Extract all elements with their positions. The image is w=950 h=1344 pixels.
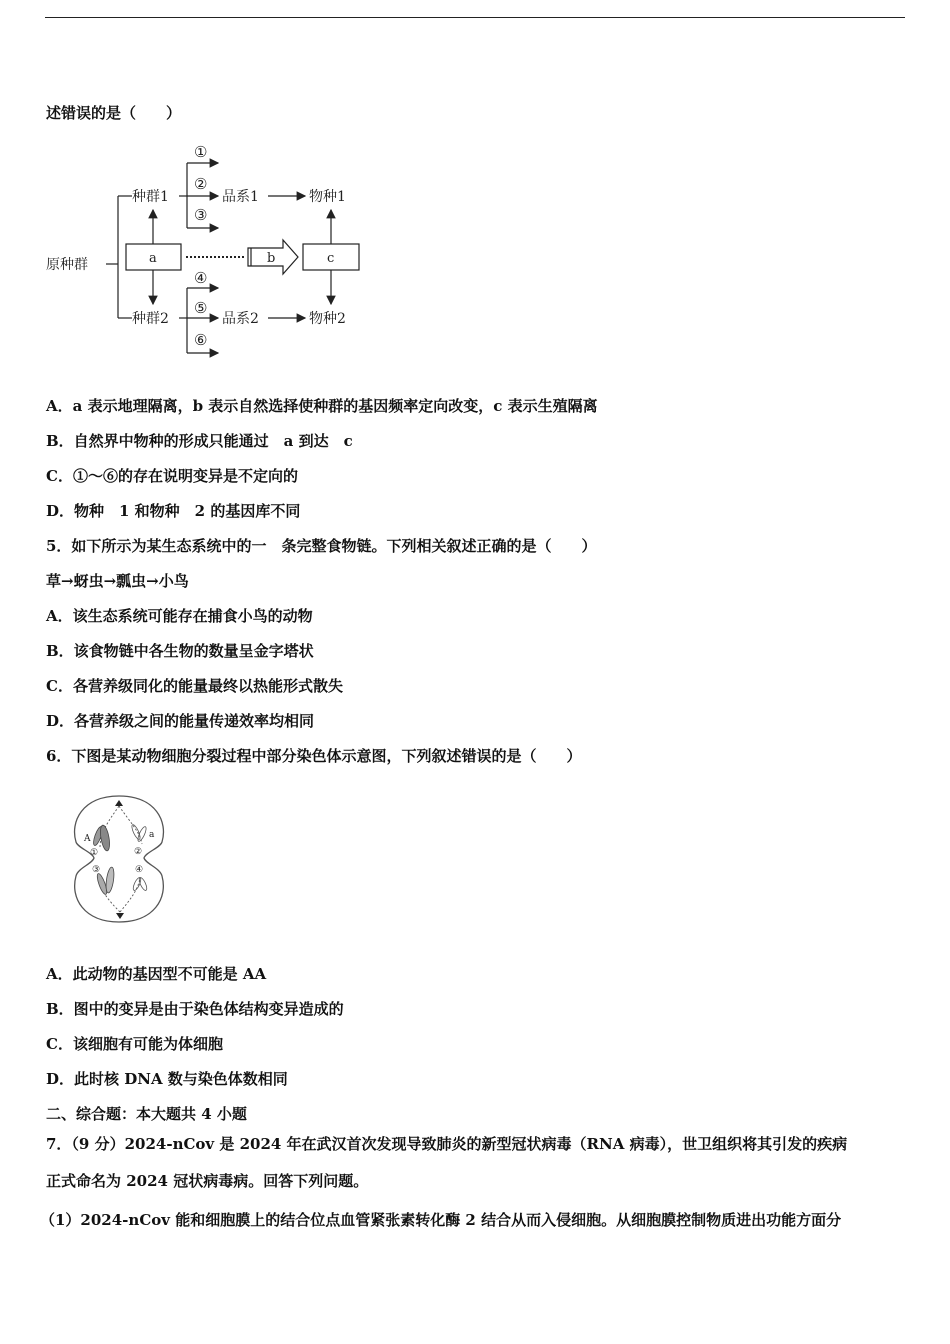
circled-6: ⑥ — [194, 331, 208, 349]
a-label: a — [149, 251, 157, 266]
q4-stem-tail: 述错误的是（ ） — [46, 104, 182, 122]
q6-option-d: D．此时核 DNA 数与染色体数相同 — [46, 1070, 288, 1088]
allele-A-label: A — [84, 834, 91, 844]
q7-stem-line2: 正式命名为 2024 冠状病毒病。回答下列问题。 — [46, 1172, 369, 1190]
c-label: c — [327, 251, 335, 266]
b-label: b — [267, 251, 276, 266]
circled-5: ⑤ — [194, 299, 208, 317]
q6-option-c: C．该细胞有可能为体细胞 — [46, 1035, 223, 1053]
circled-2: ② — [194, 175, 208, 193]
circled-4: ④ — [194, 269, 208, 287]
speciation-diagram — [40, 138, 380, 363]
chrom-2-label: ② — [134, 847, 143, 857]
strain2-label: 品系2 — [222, 311, 259, 327]
cell-division-figure — [64, 792, 174, 927]
q4-option-c: C．①～⑥的存在说明变异是不定向的 — [46, 467, 298, 485]
allele-a-label: a — [149, 830, 155, 840]
chrom-4-label: ④ — [135, 865, 144, 875]
q5-option-a: A．该生态系统可能存在捕食小鸟的动物 — [46, 607, 313, 625]
q5-stem: 5．如下所示为某生态系统中的一 条完整食物链。下列相关叙述正确的是（ ） — [46, 537, 597, 555]
pop2-label: 种群2 — [132, 311, 169, 327]
q6-option-a: A．此动物的基因型不可能是 AA — [46, 965, 267, 983]
section-2-heading: 二、综合题：本大题共 4 小题 — [46, 1105, 247, 1123]
q4-option-b: B．自然界中物种的形成只能通过 a 到达 c — [46, 432, 353, 450]
circled-1: ① — [194, 143, 208, 161]
chrom-1-label: ① — [90, 848, 99, 858]
strain1-label: 品系1 — [222, 189, 259, 205]
q5-option-b: B．该食物链中各生物的数量呈金字塔状 — [46, 642, 314, 660]
q4-option-d: D．物种 1 和物种 2 的基因库不同 — [46, 502, 301, 520]
q5-option-d: D．各营养级之间的能量传递效率均相同 — [46, 712, 315, 730]
species2-label: 物种2 — [309, 311, 346, 327]
header-rule — [45, 17, 905, 18]
origin-label: 原种群 — [46, 257, 88, 273]
pop1-label: 种群1 — [132, 189, 169, 205]
q6-option-b: B．图中的变异是由于染色体结构变异造成的 — [46, 1000, 344, 1018]
q4-option-a: A．a 表示地理隔离，b 表示自然选择使种群的基因频率定向改变，c 表示生殖隔离 — [46, 397, 598, 415]
q7-sub1: （1）2024-nCov 能和细胞膜上的结合位点血管紧张素转化酶 2 结合从而入侵细胞。从细胞膜控制物质进出功能方面分 — [40, 1211, 842, 1229]
q7-stem-line1: 7．（9 分）2024-nCov 是 2024 年在武汉首次发现导致肺炎的新型冠状病毒（RNA 病毒），世卫组织将其引发的疾病 — [46, 1135, 848, 1153]
q5-food-chain: 草→蚜虫→瓢虫→小鸟 — [46, 572, 189, 590]
circled-3: ③ — [194, 206, 208, 224]
chrom-3-label: ③ — [92, 865, 101, 875]
q6-stem: 6．下图是某动物细胞分裂过程中部分染色体示意图，下列叙述错误的是（ ） — [46, 747, 582, 765]
q5-option-c: C．各营养级同化的能量最终以热能形式散失 — [46, 677, 343, 695]
species1-label: 物种1 — [309, 189, 346, 205]
